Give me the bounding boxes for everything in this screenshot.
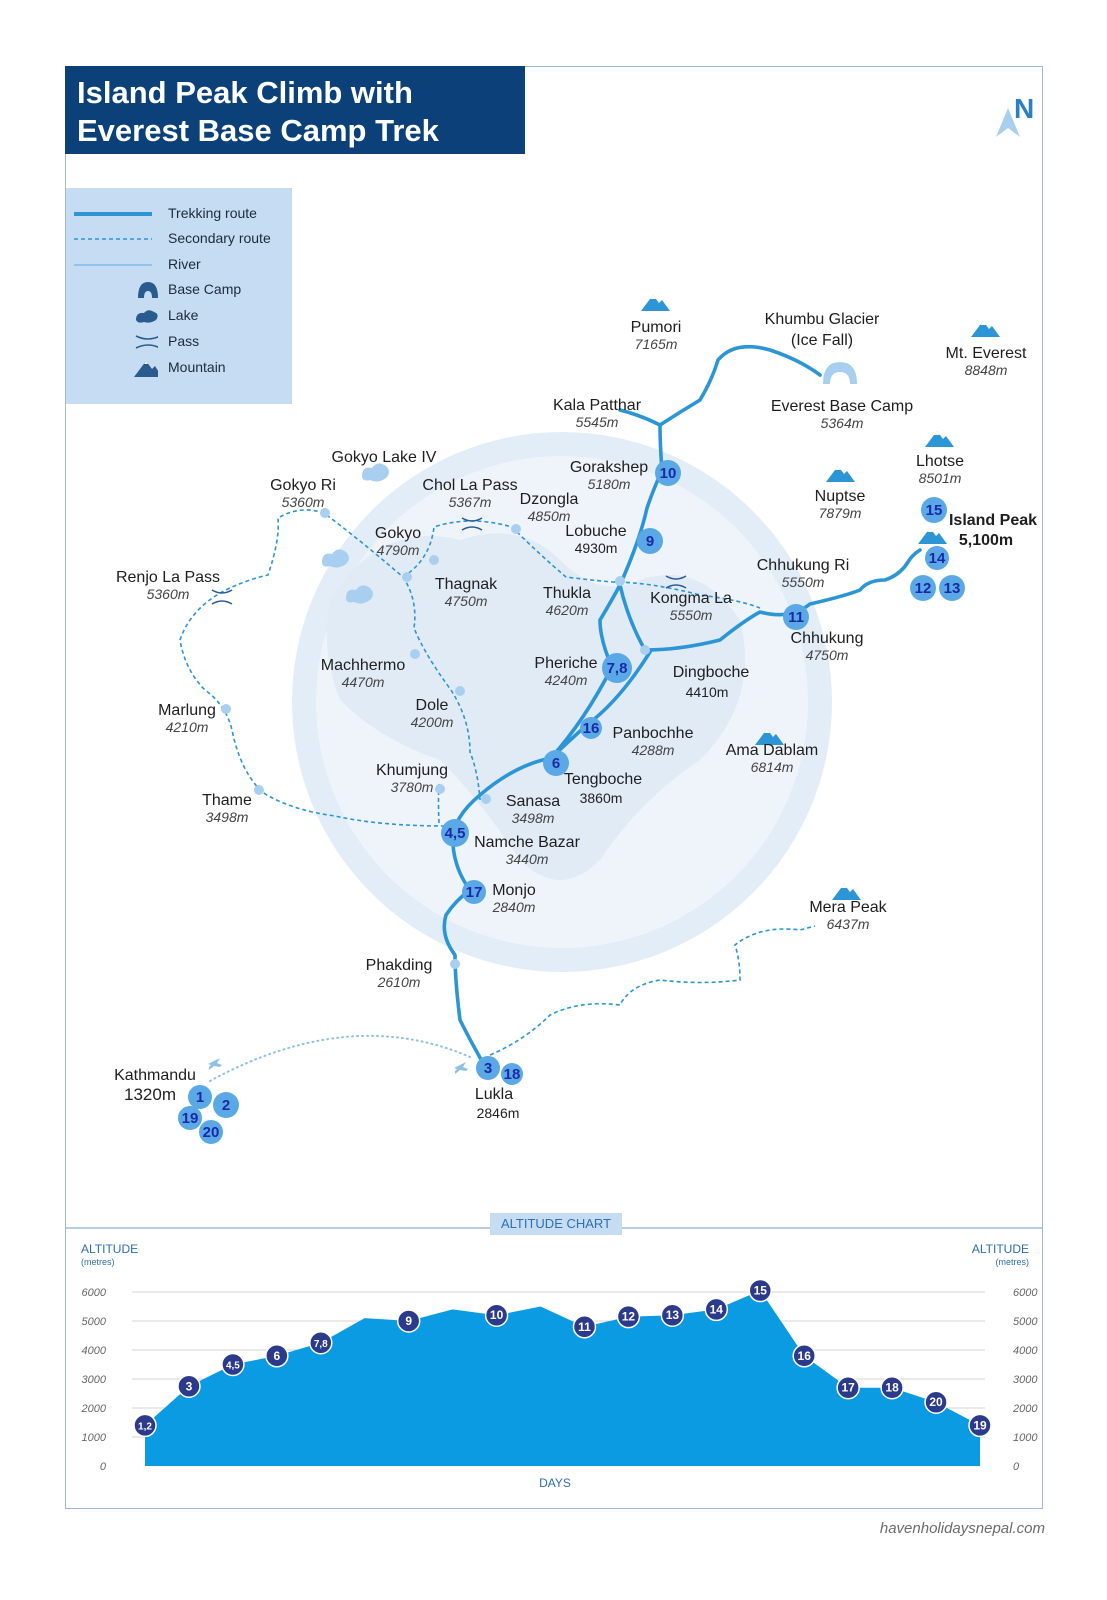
label-chhukung-ri: Chhukung Ri	[756, 557, 850, 574]
label-everest-base-camp: Everest Base Camp	[770, 398, 914, 415]
y-tick-label: 0	[1013, 1461, 1020, 1473]
day-marker-11	[783, 604, 809, 630]
legend-mountain: Mountain	[66, 356, 292, 380]
mountain-icon-lhotse	[925, 431, 954, 447]
svg-text:13: 13	[943, 580, 961, 597]
label-monjo: Monjo	[492, 882, 536, 899]
label-island-peak: Island Peak	[948, 512, 1038, 529]
svg-text:16: 16	[582, 720, 600, 737]
label-phakding: Phakding	[365, 957, 433, 974]
chart-day-label: 11	[578, 1319, 591, 1334]
chart-day-label: 20	[929, 1395, 943, 1410]
alt-ama-dablam: 6814m	[750, 759, 794, 775]
chart-day-marker	[266, 1345, 288, 1367]
label-dingboche: Dingboche	[672, 664, 750, 681]
alt-phakding: 2610m	[377, 974, 421, 990]
alt-kala-patthar: 5545m	[575, 414, 619, 430]
day-marker-14	[925, 546, 949, 570]
svg-text:3: 3	[483, 1060, 493, 1077]
chart-day-marker	[837, 1377, 859, 1399]
chart-day-marker	[661, 1304, 683, 1326]
svg-text:19: 19	[181, 1110, 199, 1127]
label-lukla: Lukla	[474, 1086, 514, 1103]
day-marker-12	[910, 575, 936, 601]
day-marker-16	[580, 717, 602, 739]
mountain-icon-nuptse	[826, 466, 855, 482]
chart-day-marker	[617, 1306, 639, 1328]
alt-dingboche: 4410m	[685, 684, 729, 700]
day-marker-1	[188, 1085, 212, 1109]
svg-text:10: 10	[659, 465, 677, 482]
label-thagnak: Thagnak	[434, 576, 498, 593]
alt-monjo: 2840m	[492, 899, 536, 915]
plane-icon-2	[454, 1062, 468, 1074]
day-marker-6	[543, 750, 569, 776]
y-tick-label: 0	[99, 1461, 106, 1473]
y-tick-label: 2000	[81, 1403, 106, 1415]
alt-everest: 8848m	[964, 362, 1008, 378]
y-tick-label: 4000	[1013, 1345, 1038, 1357]
alt-machhermo: 4470m	[341, 674, 385, 690]
chart-day-marker	[793, 1345, 815, 1367]
day-marker-17	[462, 880, 486, 904]
chart-day-label: 19	[973, 1418, 987, 1433]
north-label: N	[1014, 93, 1035, 124]
chart-day-marker	[749, 1280, 771, 1302]
altitude-chart-tag: ALTITUDE CHART	[490, 1213, 622, 1235]
legend-lake: Lake	[66, 304, 292, 328]
alt-island-peak: 5,100m	[958, 532, 1014, 549]
mountain-icon-mera-peak	[832, 884, 861, 900]
chart-yunit-right: (metres)	[995, 1257, 1029, 1267]
svg-text:9: 9	[645, 533, 655, 550]
alt-pheriche: 4240m	[544, 672, 588, 688]
alt-chhukung-ri: 5550m	[781, 574, 825, 590]
svg-text:17: 17	[465, 884, 483, 901]
alt-dole: 4200m	[410, 714, 454, 730]
alt-mera-peak: 6437m	[826, 916, 870, 932]
chart-day-label: 10	[489, 1308, 504, 1323]
legend-base-camp: Base Camp	[66, 278, 292, 302]
svg-text:20: 20	[202, 1124, 220, 1141]
chart-day-label: 17	[841, 1380, 855, 1395]
chart-day-marker	[178, 1375, 200, 1397]
alt-lobuche: 4930m	[574, 540, 618, 556]
svg-text:4,5: 4,5	[444, 825, 466, 842]
chart-day-marker	[222, 1354, 244, 1376]
day-marker-10	[655, 460, 681, 486]
alt-khumjung: 3780m	[390, 779, 434, 795]
day-marker-13	[939, 575, 965, 601]
alt-thame: 3498m	[205, 809, 249, 825]
chart-day-label: 12	[621, 1309, 636, 1324]
label-kongma-la: Kongma La	[650, 590, 732, 607]
label-gokyo-ri: Gokyo Ri	[270, 477, 336, 494]
label-khumbu-icefall: (Ice Fall)	[790, 332, 854, 349]
label-lhotse: Lhotse	[915, 453, 965, 470]
label-kathmandu: Kathmandu	[114, 1067, 196, 1084]
y-tick-label: 3000	[81, 1374, 106, 1386]
label-renjo-la-pass: Renjo La Pass	[115, 569, 221, 586]
svg-text:6: 6	[551, 755, 561, 772]
svg-text:12: 12	[914, 580, 932, 597]
label-gokyo: Gokyo	[374, 525, 422, 542]
chart-day-marker	[925, 1391, 947, 1413]
flight-path	[210, 1036, 470, 1081]
day-marker-7-8	[602, 653, 632, 683]
label-thame: Thame	[202, 792, 252, 809]
chart-day-marker	[486, 1304, 508, 1326]
alt-thagnak: 4750m	[444, 593, 488, 609]
chart-day-label: 16	[797, 1348, 811, 1363]
chart-day-label: 14	[709, 1302, 723, 1317]
mountain-icon-pumori	[641, 295, 670, 311]
mountain-icon-island-peak	[918, 528, 947, 544]
y-tick-label: 6000	[81, 1287, 106, 1299]
day-marker-18	[501, 1063, 523, 1085]
website-credit: havenholidaysnepal.com	[879, 1520, 1045, 1537]
y-tick-label: 5000	[1013, 1316, 1038, 1328]
legend-trekking-route: Trekking route	[66, 202, 292, 226]
y-tick-label: 1000	[1013, 1432, 1038, 1444]
alt-pumori: 7165m	[634, 336, 678, 352]
svg-text:11: 11	[788, 609, 804, 626]
day-marker-9	[637, 528, 663, 554]
chart-day-label: 7,8	[313, 1338, 328, 1350]
alt-dzongla: 4850m	[527, 508, 571, 524]
title-line-1: Island Peak Climb with	[77, 75, 413, 110]
label-namche-bazar: Namche Bazar	[474, 834, 580, 851]
alt-kathmandu: 1320m	[124, 1085, 176, 1104]
y-tick-label: 2000	[1013, 1403, 1038, 1415]
chart-xlabel: DAYS	[539, 1476, 571, 1490]
label-panbochhe: Panbochhe	[612, 725, 694, 742]
label-marlung: Marlung	[158, 702, 216, 719]
alt-thukla: 4620m	[545, 602, 589, 618]
alt-kongma-la: 5550m	[669, 607, 713, 623]
legend-pass: Pass	[66, 330, 292, 354]
chart-day-marker	[705, 1298, 727, 1320]
chart-day-label: 13	[665, 1308, 680, 1323]
alt-lhotse: 8501m	[918, 470, 962, 486]
alt-gorakshep: 5180m	[587, 476, 631, 492]
chart-yunit-left: (metres)	[81, 1257, 115, 1267]
day-marker-3	[476, 1056, 500, 1080]
alt-nuptse: 7879m	[818, 505, 862, 521]
alt-marlung: 4210m	[165, 719, 209, 735]
chart-day-label: 1,2	[138, 1421, 152, 1433]
legend-secondary-route: Secondary route	[66, 227, 292, 251]
day-marker-20	[199, 1120, 223, 1144]
label-ama-dablam: Ama Dablam	[725, 742, 819, 759]
day-marker-2	[213, 1092, 239, 1118]
label-thukla: Thukla	[542, 585, 592, 602]
label-sanasa: Sanasa	[505, 793, 561, 810]
y-tick-label: 5000	[81, 1316, 106, 1328]
y-tick-label: 3000	[1013, 1374, 1038, 1386]
label-chol-la-pass: Chol La Pass	[422, 477, 518, 494]
alt-gokyo-ri: 5360m	[281, 494, 325, 510]
label-dzongla: Dzongla	[519, 491, 579, 508]
chart-ylabel-left: ALTITUDE	[81, 1242, 139, 1256]
alt-namche-bazar: 3440m	[505, 851, 549, 867]
alt-tengboche: 3860m	[579, 790, 623, 806]
chart-day-marker	[573, 1316, 595, 1338]
alt-gokyo: 4790m	[376, 542, 420, 558]
label-khumjung: Khumjung	[375, 762, 449, 779]
label-nuptse: Nuptse	[814, 488, 866, 505]
alt-chol-la-pass: 5367m	[448, 494, 492, 510]
label-khumbu-glacier: Khumbu Glacier	[764, 311, 880, 328]
label-machhermo: Machhermo	[320, 657, 406, 674]
alt-everest-base-camp: 5364m	[820, 415, 864, 431]
plane-icon-1	[208, 1058, 222, 1070]
label-pumori: Pumori	[630, 319, 682, 336]
alt-renjo-la-pass: 5360m	[146, 586, 190, 602]
label-gorakshep: Gorakshep	[569, 459, 649, 476]
label-everest: Mt. Everest	[945, 345, 1027, 362]
chart-day-label: 6	[273, 1348, 281, 1363]
label-lobuche: Lobuche	[565, 523, 627, 540]
chart-day-label: 4,5	[225, 1360, 240, 1372]
svg-text:18: 18	[503, 1066, 521, 1083]
mountain-icon-everest	[971, 321, 1000, 337]
label-tengboche: Tengboche	[563, 771, 643, 788]
chart-ylabel-right: ALTITUDE	[971, 1242, 1029, 1256]
day-marker-15	[921, 497, 947, 523]
svg-text:1: 1	[195, 1089, 205, 1106]
label-pheriche: Pheriche	[534, 655, 598, 672]
day-marker-19	[178, 1106, 202, 1130]
svg-text:7,8: 7,8	[606, 660, 628, 677]
y-tick-label: 6000	[1013, 1287, 1038, 1299]
base-camp-icon	[823, 362, 857, 384]
label-gokyo-lake-iv: Gokyo Lake IV	[331, 449, 437, 466]
title-line-2: Everest Base Camp Trek	[77, 113, 439, 148]
chart-day-label: 18	[885, 1380, 899, 1395]
chart-day-marker	[969, 1414, 991, 1436]
svg-text:15: 15	[925, 502, 943, 519]
altitude-chart	[81, 1242, 1039, 1490]
alt-chhukung: 4750m	[805, 647, 849, 663]
legend-river: River	[66, 253, 292, 277]
chart-day-marker	[881, 1377, 903, 1399]
chart-day-marker	[134, 1414, 156, 1436]
chart-day-label: 9	[405, 1314, 413, 1328]
north-arrow	[996, 93, 1034, 137]
chart-day-marker	[398, 1310, 420, 1332]
y-tick-label: 1000	[81, 1432, 106, 1444]
chart-day-label: 15	[753, 1283, 767, 1298]
label-chhukung: Chhukung	[790, 630, 864, 647]
alt-sanasa: 3498m	[511, 810, 555, 826]
label-mera-peak: Mera Peak	[809, 899, 887, 916]
chart-day-label: 3	[185, 1379, 193, 1394]
lake-icon-gokyo-4	[362, 463, 389, 481]
alt-panbochhe: 4288m	[631, 742, 675, 758]
label-dole: Dole	[415, 697, 449, 714]
svg-text:2: 2	[221, 1097, 231, 1114]
svg-text:14: 14	[928, 550, 946, 567]
label-kala-patthar: Kala Patthar	[552, 397, 642, 414]
day-marker-4-5	[441, 819, 469, 847]
alt-lukla: 2846m	[476, 1105, 520, 1121]
chart-day-marker	[310, 1332, 332, 1354]
y-tick-label: 4000	[81, 1345, 106, 1357]
